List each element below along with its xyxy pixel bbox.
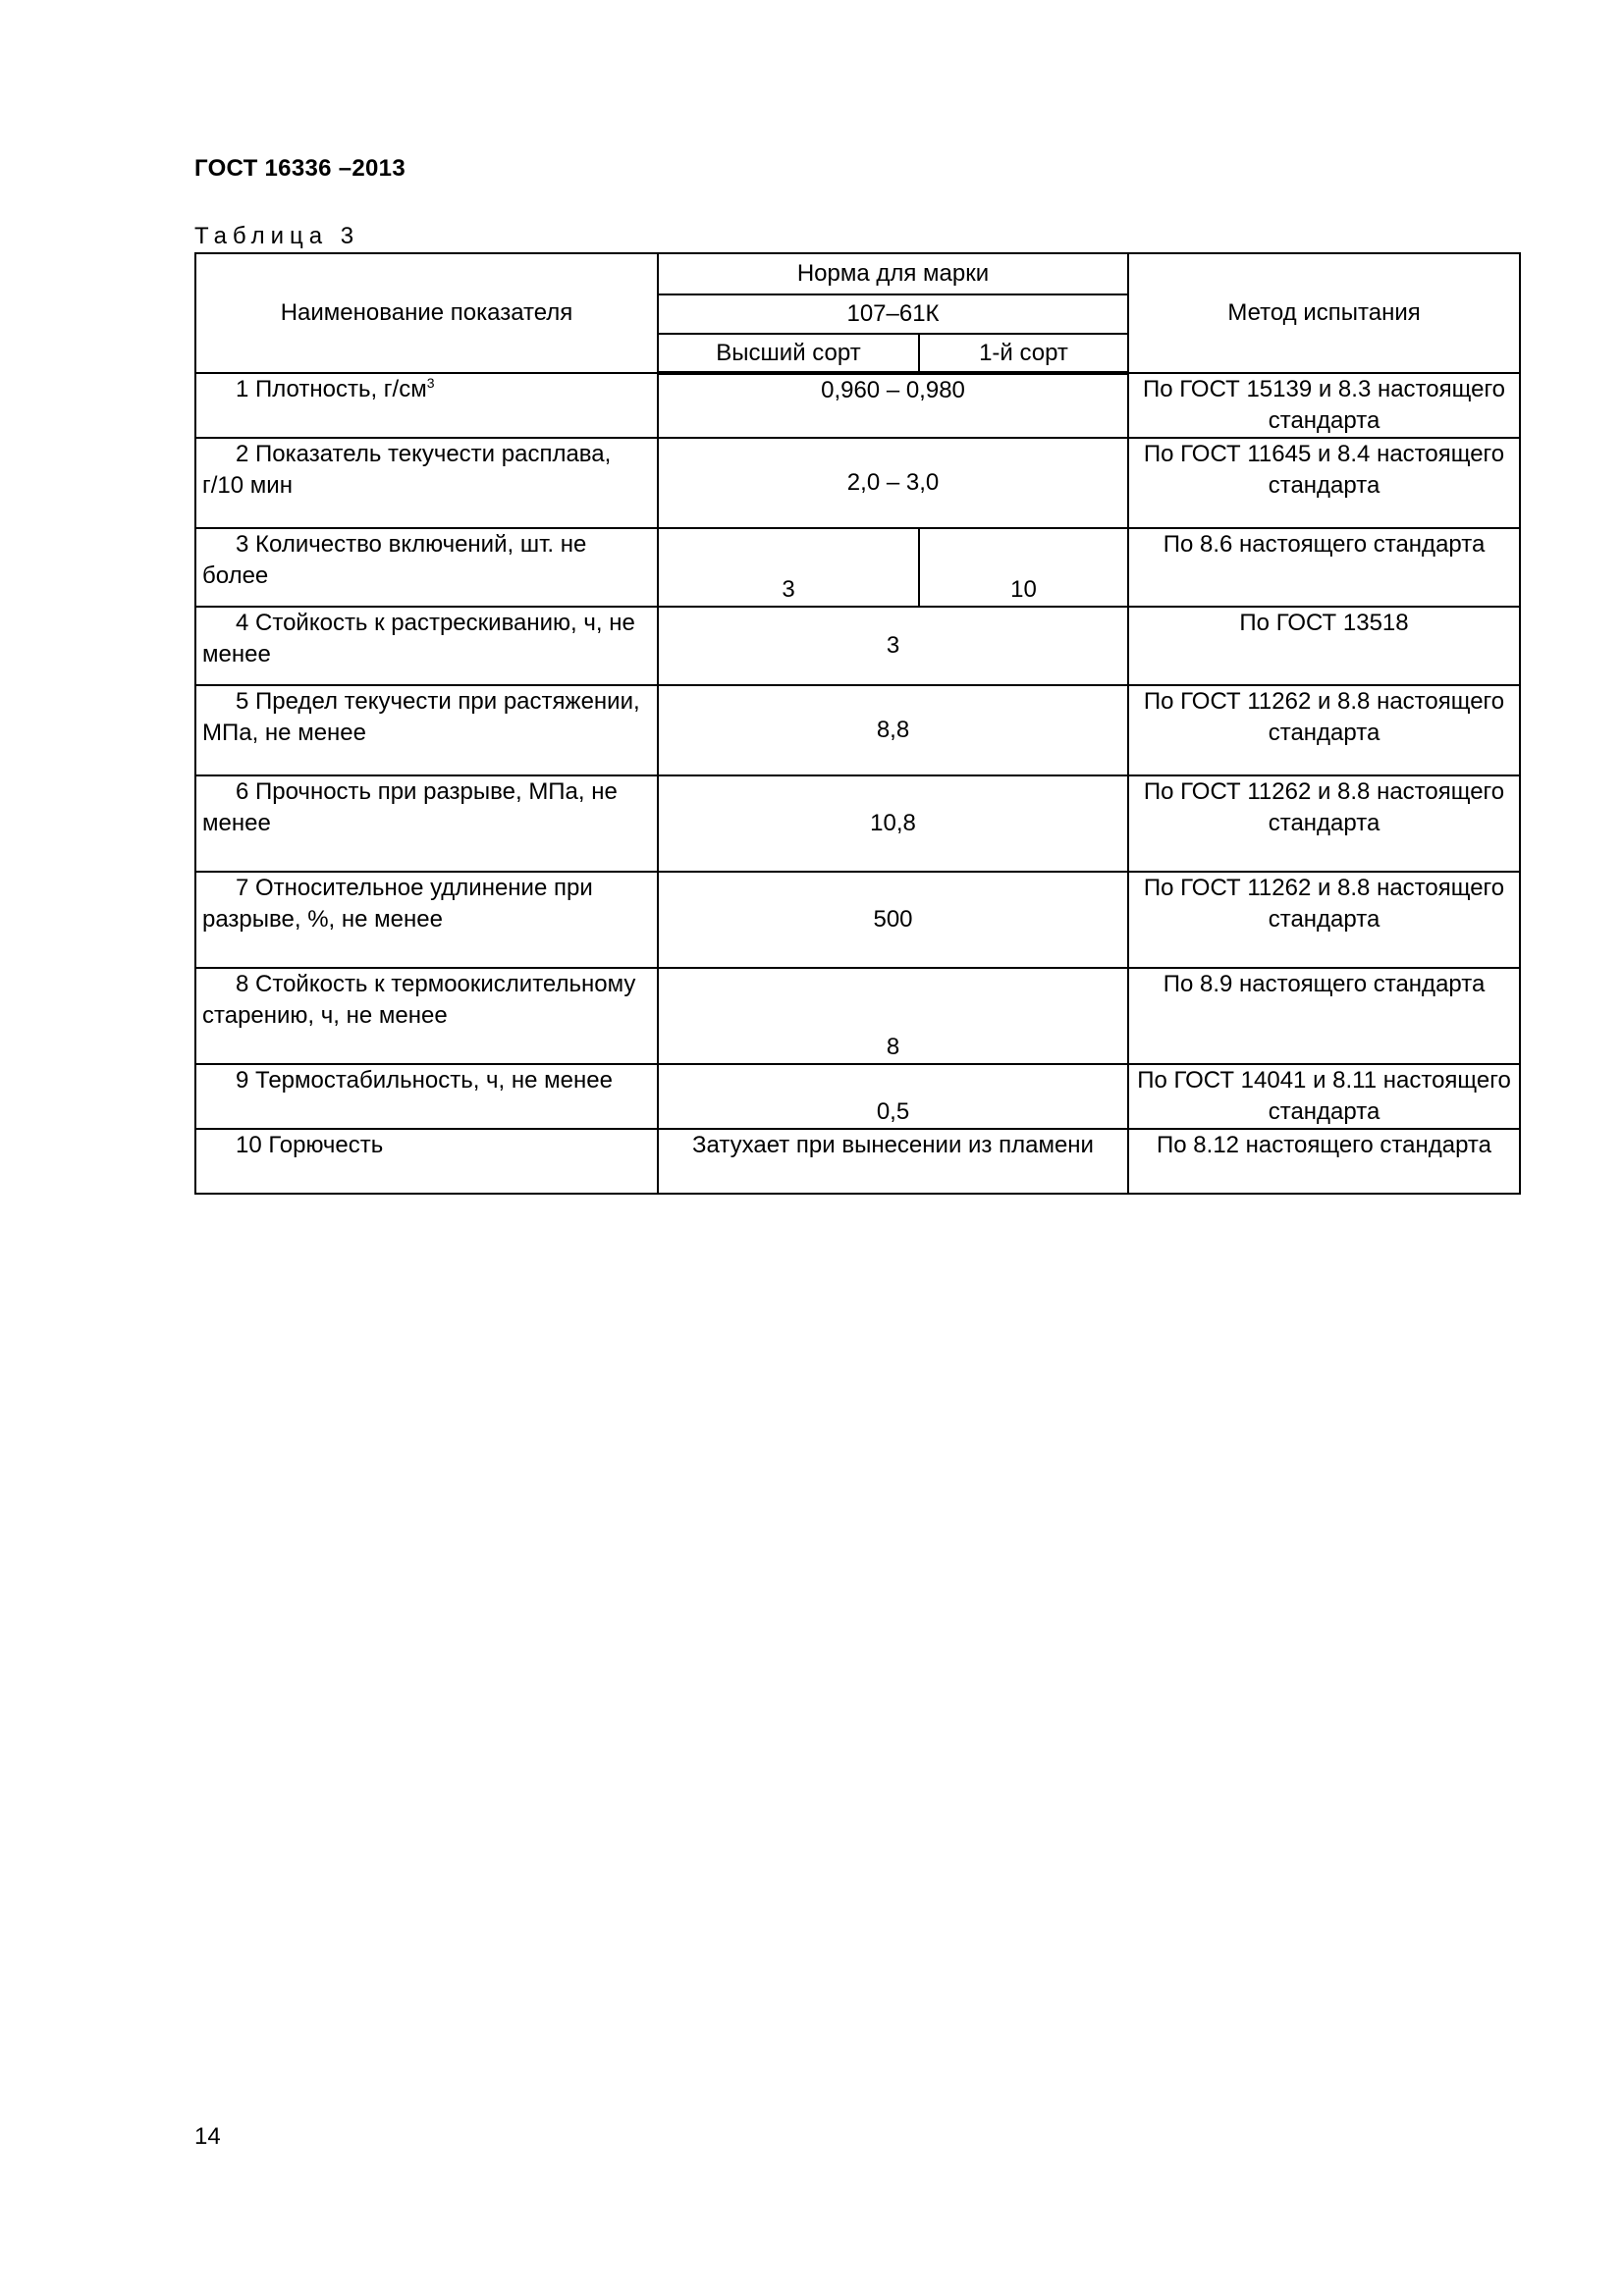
- row-5-method: По ГОСТ 11262 и 8.8 настоящего стандарта: [1128, 685, 1520, 775]
- table-caption: Таблица 3: [194, 223, 360, 249]
- header-grade: 107–61К: [658, 294, 1128, 334]
- row-4-method: По ГОСТ 13518: [1128, 607, 1520, 685]
- row-2-name: 2 Показатель текучести расплава, г/10 мин: [195, 438, 658, 528]
- row-10-method: По 8.12 настоящего стандарта: [1128, 1129, 1520, 1194]
- row-6-value: 10,8: [658, 775, 1128, 872]
- properties-table: [194, 252, 1521, 1195]
- row-7-method: По ГОСТ 11262 и 8.8 настоящего стандарта: [1128, 872, 1520, 968]
- table-row: [195, 438, 1520, 528]
- row-5-name: 5 Предел текучести при растяжении, МПа, не менее: [195, 685, 658, 775]
- row-2-method: По ГОСТ 11645 и 8.4 настоящего стандарта: [1128, 438, 1520, 528]
- row-7-name: 7 Относительное удлинение при разрыве, %, не менее: [195, 872, 658, 968]
- header-method: Метод испытания: [1128, 253, 1520, 373]
- row-1-method: По ГОСТ 15139 и 8.3 настоящего стандарта: [1128, 373, 1520, 438]
- row-1-name-superscript: 3: [426, 375, 435, 391]
- row-4-value: 3: [658, 607, 1128, 685]
- row-8-value: 8: [658, 968, 1128, 1064]
- row-3-value-first: 10: [919, 528, 1128, 607]
- table-row: [195, 1129, 1520, 1194]
- row-8-method: По 8.9 настоящего стандарта: [1128, 968, 1520, 1064]
- table-row: [195, 373, 1520, 438]
- row-6-method: По ГОСТ 11262 и 8.8 настоящего стандарта: [1128, 775, 1520, 872]
- row-4-name: 4 Стойкость к растрескиванию, ч, не менее: [195, 607, 658, 685]
- row-5-value: 8,8: [658, 685, 1128, 775]
- row-1-name: 1 Плотность, $г/см^3$: [195, 373, 658, 438]
- row-1-value: 0,960 – 0,980: [658, 373, 1128, 438]
- row-9-name: 9 Термостабильность, ч, не менее: [195, 1064, 658, 1129]
- table-row: [195, 775, 1520, 872]
- header-norm: Норма для марки: [658, 253, 1128, 294]
- table-row: [195, 872, 1520, 968]
- header-sort-top: Высший сорт: [658, 334, 919, 373]
- document-code-header: ГОСТ 16336 –2013: [194, 155, 406, 182]
- row-9-method: По ГОСТ 14041 и 8.11 настоящего стандарта: [1128, 1064, 1520, 1129]
- table-row: [195, 968, 1520, 1064]
- row-3-value-top: 3: [658, 528, 919, 607]
- row-9-value: 0,5: [658, 1064, 1128, 1129]
- row-8-name: 8 Стойкость к термоокислительному старению, ч, не менее: [195, 968, 658, 1064]
- row-10-value: Затухает при вынесении из пламени: [658, 1129, 1128, 1194]
- page-number: 14: [194, 2123, 221, 2150]
- row-3-method: По 8.6 настоящего стандарта: [1128, 528, 1520, 607]
- header-indicator: Наименование показателя: [195, 253, 658, 373]
- table-row: [195, 607, 1520, 685]
- row-2-value: 2,0 – 3,0: [658, 438, 1128, 528]
- header-sort-first: 1-й сорт: [919, 334, 1128, 373]
- row-7-value: 500: [658, 872, 1128, 968]
- row-6-name: 6 Прочность при разрыве, МПа, не менее: [195, 775, 658, 872]
- table-row: [195, 1064, 1520, 1129]
- table-row: [195, 685, 1520, 775]
- row-10-name: 10 Горючесть: [195, 1129, 658, 1194]
- row-3-name: 3 Количество включений, шт. не более: [195, 528, 658, 607]
- table-row: [195, 528, 1520, 607]
